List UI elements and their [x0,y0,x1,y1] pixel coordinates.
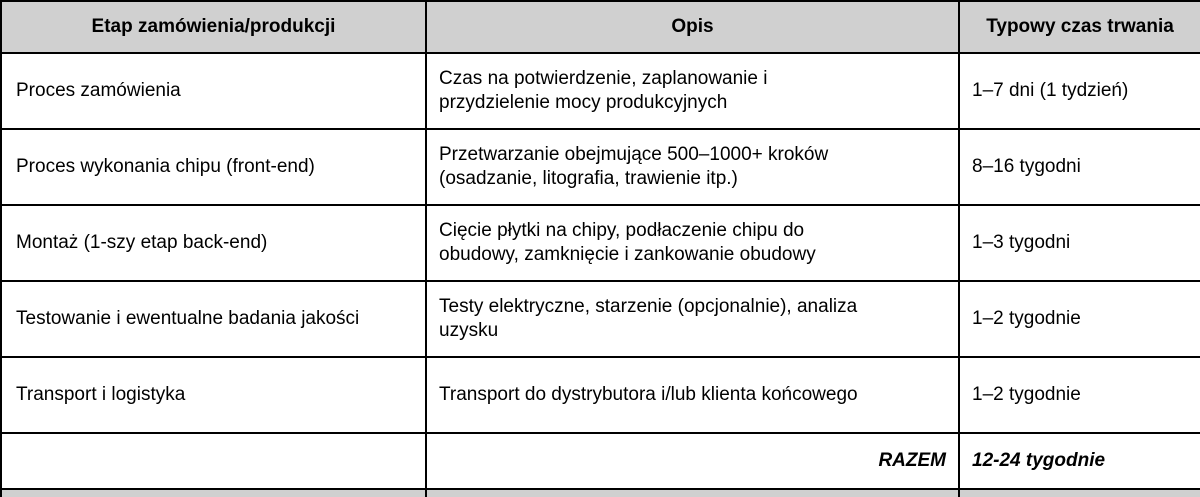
duration-cell: 1–3 tygodni [959,205,1200,281]
tail-cell [959,489,1200,497]
description-cell [426,53,959,129]
stage-cell: Transport i logistyka [1,357,426,433]
table-row [1,129,1200,205]
table-row [1,281,1200,357]
description-line: (osadzanie, litografia, trawienie itp.) [439,168,738,189]
header-row [1,1,1200,53]
description-line: Czas na potwierdzenie, zaplanowanie i [439,68,768,89]
duration-cell: 1–7 dni (1 tydzień) [959,53,1200,129]
description-cell [426,281,959,357]
duration-cell: 1–2 tygodnie [959,281,1200,357]
stage-cell: Testowanie i ewentualne badania jakości [1,281,426,357]
total-value: 12-24 tygodnie [959,433,1200,489]
table-tail-row [1,489,1200,497]
stage-cell: Proces zamówienia [1,53,426,129]
header-description: Opis [426,1,959,53]
duration-cell: 1–2 tygodnie [959,357,1200,433]
description-cell [426,357,959,433]
header-duration: Typowy czas trwania [959,1,1200,53]
stage-cell: Proces wykonania chipu (front-end) [1,129,426,205]
table-row [1,53,1200,129]
tail-cell [426,489,959,497]
description-cell [426,205,959,281]
description-line: uzysku [439,320,499,341]
total-empty-cell [1,433,426,489]
description-line: Przetwarzanie obejmujące 500–1000+ kroków [439,144,829,165]
duration-cell: 8–16 tygodni [959,129,1200,205]
header-stage: Etap zamówienia/produkcji [1,1,426,53]
description-cell [426,129,959,205]
description-line: przydzielenie mocy produkcyjnych [439,92,728,113]
stage-cell: Montaż (1-szy etap back-end) [1,205,426,281]
table-row [1,357,1200,433]
table-row [1,205,1200,281]
description-line: Testy elektryczne, starzenie (opcjonalnie), analiza [439,296,858,317]
description-line: Transport do dystrybutora i/lub klienta końcowego [439,384,858,405]
description-line: Cięcie płytki na chipy, podłaczenie chipu do [439,220,805,241]
description-line: obudowy, zamknięcie i zankowanie obudowy [439,244,816,265]
tail-cell [1,489,426,497]
total-row [1,433,1200,489]
total-label: RAZEM [426,433,959,489]
